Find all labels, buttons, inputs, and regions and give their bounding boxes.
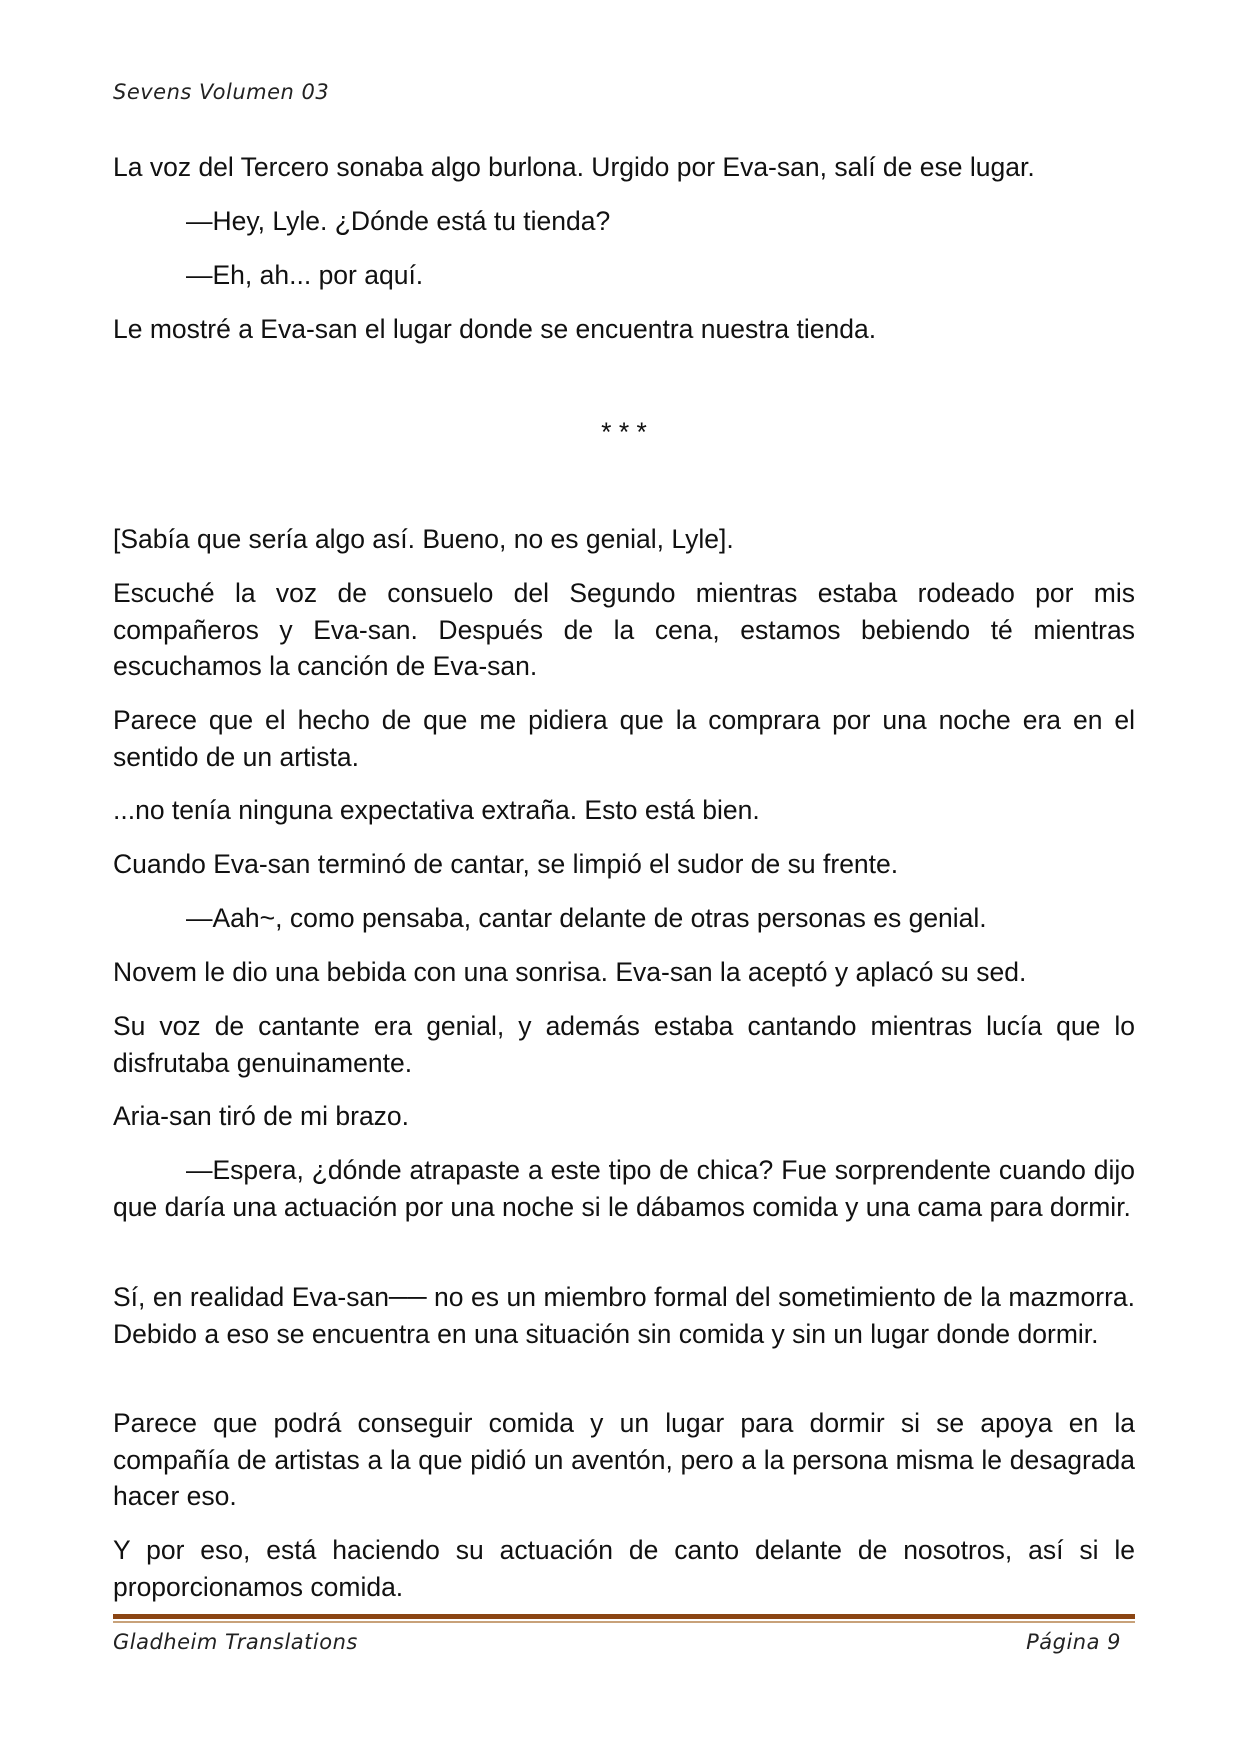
dialogue-line: —Aah~, como pensaba, cantar delante de otras personas es genial. — [186, 903, 987, 933]
paragraph: ...no tenía ninguna expectativa extraña. Esto está bien. — [113, 795, 760, 825]
paragraph: Su voz de cantante era genial, y además estaba cantando mientras lucía que lo disfrutaba genuinamente. — [113, 1011, 1135, 1078]
paragraph: Y por eso, está haciendo su actuación de canto delante de nosotros, así si le proporcionamos comida. — [113, 1535, 1135, 1602]
paragraph: Le mostré a Eva-san el lugar donde se encuentra nuestra tienda. — [113, 314, 877, 344]
footer-publisher: Gladheim Translations — [113, 1630, 358, 1654]
paragraph: Parece que podrá conseguir comida y un lugar para dormir si se apoya en la compañía de artistas a la que pidió un aventón, pero a la persona misma le desagrada hacer eso. — [113, 1408, 1135, 1511]
footer-divider — [113, 1614, 1135, 1623]
paragraph: [Sabía que sería algo así. Bueno, no es genial, Lyle]. — [113, 524, 734, 554]
paragraph: Parece que el hecho de que me pidiera que la comprara por una noche era en el sentido de un artista. — [113, 705, 1135, 772]
dialogue-line: —Eh, ah... por aquí. — [186, 260, 424, 290]
page-number: Página 9 — [1026, 1630, 1121, 1654]
paragraph: Novem le dio una bebida con una sonrisa. Eva-san la aceptó y aplacó su sed. — [113, 957, 1027, 987]
footer-divider-thin — [113, 1621, 1135, 1623]
footer-divider-thick — [113, 1614, 1135, 1619]
dialogue-line: —Hey, Lyle. ¿Dónde está tu tienda? — [186, 206, 611, 236]
paragraph: Aria-san tiró de mi brazo. — [113, 1101, 410, 1131]
dialogue-line: —Espera, ¿dónde atrapaste a este tipo de chica? Fue sorprendente cuando dijo que daría una actuación por una noche si le dábamos comida y una cama para dormir. — [113, 1155, 1135, 1222]
paragraph: Escuché la voz de consuelo del Segundo mientras estaba rodeado por mis compañeros y Eva-san. Después de la cena, estamos bebiendo té mientras escuchamos la canción de Eva-san. — [113, 578, 1135, 681]
running-header: Sevens Volumen 03 — [113, 80, 330, 104]
paragraph: Cuando Eva-san terminó de cantar, se limpió el sudor de su frente. — [113, 849, 899, 879]
scene-break: * * * — [601, 417, 647, 447]
paragraph: La voz del Tercero sonaba algo burlona. Urgido por Eva-san, salí de ese lugar. — [113, 152, 1035, 182]
paragraph: Sí, en realidad Eva-san── no es un miembro formal del sometimiento de la mazmorra. Debido a eso se encuentra en una situación sin comida y sin un lugar donde dormir. — [113, 1282, 1135, 1349]
